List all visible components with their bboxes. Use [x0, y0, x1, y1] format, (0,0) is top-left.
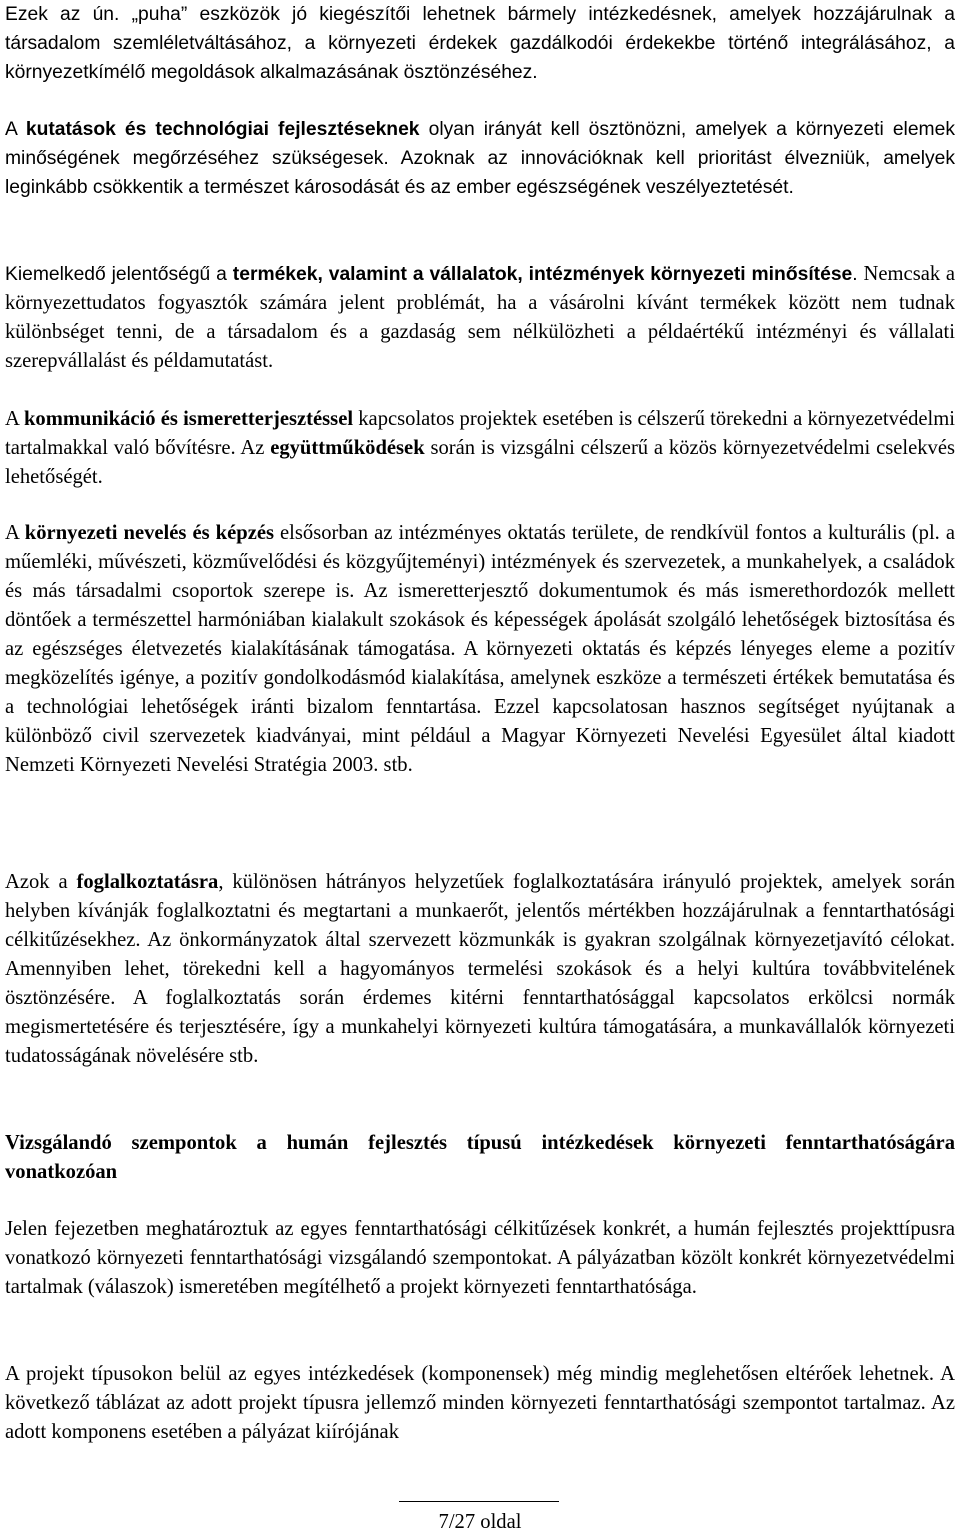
paragraph-6 [5, 868, 955, 1071]
paragraph-2-text-1: A [5, 119, 26, 140]
paragraph-6-text-1: Azok a [5, 871, 77, 893]
paragraph-6-bold-term: foglalkoztatásra [76, 871, 219, 893]
paragraph-4-bold-term-2: együttműködések [270, 437, 425, 459]
paragraph-4-bold-term-1: kommunikáció és ismeretterjesztéssel [23, 408, 354, 430]
paragraph-5 [5, 519, 955, 780]
page-number: 7/27 oldal [438, 1511, 522, 1533]
section-heading [5, 1129, 955, 1187]
paragraph-2-text-2: olyan irányát kell ösztönözni, amelyek a környezeti elemek minőségének megőrzéséhez szükségesek. Azoknak az innovációknak kell prioritást élvezniük, amelyek leginkább csökkentik a természet károsodását és az ember egészségének veszélyeztetését. [5, 119, 955, 198]
section-heading-text: Vizsgálandó szempontok a humán fejlesztés típusú intézkedések környezeti fenntarthatóságára vonatkozóan [5, 1132, 955, 1183]
paragraph-4 [5, 405, 955, 492]
paragraph-3 [5, 260, 955, 376]
paragraph-2 [5, 115, 955, 202]
paragraph-3-bold-term: termékek, valamint a vállalatok, intézmények környezeti minősítése [232, 264, 853, 285]
paragraph-5-text-1: A [5, 522, 25, 544]
paragraph-5-text-2: elsősorban az intézményes oktatás területe, de rendkívül fontos a kulturális (pl. a műemléki, művészeti, közművelődési és közgyűjteményi) intézmények és szervezetek, a munkahelyek, a családok és más társadalmi csoportok szerepe is. Az ismeretterjesztő dokumentumok és más ismerethordozók mellett döntőek a természettel harmóniában kialakult szokások és képességek ápolását szolgáló lehetőségek biztosítása és az egészséges életvezetés kialakításának támogatása. A környezeti oktatás és képzés lényeges eleme a pozitív megközelítés igénye, a pozitív gondolkodásmód kialakítása, amelynek eszköze a természeti értékek bemutatása és a technológiai lehetőségek iránti bizalom fenntartása. Ezzel kapcsolatosan hasznos segítséget nyújtanak a különböző civil szervezetek kiadványai, mint például a Magyar Környezeti Nevelési Egyesület által kiadott Nemzeti Környezeti Nevelési Stratégia 2003. stb. [5, 522, 955, 776]
paragraph-9 [5, 1360, 955, 1447]
footer-divider [399, 1501, 559, 1502]
paragraph-3-text-2: . [852, 264, 864, 285]
paragraph-1 [5, 0, 955, 87]
paragraph-4-text-1: A [5, 408, 24, 430]
paragraph-1-text: Ezek az ún. „puha” eszközök jó kiegészítői lehetnek bármely intézkedésnek, amelyek hozzájárulnak a társadalom szemléletváltásához, a környezeti érdekek gazdálkodói érdekekbe történő integrálásához, a környezetkímélő megoldások alkalmazásának ösztönzéséhez. [5, 4, 955, 83]
paragraph-2-bold-term: kutatások és technológiai fejlesztéseknek [25, 119, 420, 140]
paragraph-9-text: A projekt típusokon belül az egyes intézkedések (komponensek) még mindig meglehetősen eltérőek lehetnek. A következő táblázat az adott projekt típusra jellemző minden környezeti fenntarthatósági szempontot tartalmaz. Az adott komponens esetében a pályázat kiírójának [5, 1363, 955, 1443]
paragraph-4-text-3: során is vizsgálni célszerű a közös környezetvédelmi cselekvés lehetőségét. [5, 437, 956, 488]
paragraph-8 [5, 1215, 955, 1302]
paragraph-3-text-1: Kiemelkedő jelentőségű a [5, 264, 233, 285]
paragraph-5-bold-term: környezeti nevelés és képzés [24, 522, 274, 544]
paragraph-3-text-3: Nemcsak a környezettudatos fogyasztók számára jelent problémát, ha a vásárolni kívánt termékek között nem tudnak különbséget tenni, de a társadalom és a gazdaság sem nélkülözheti a példaértékű intézményi és vállalati szerepvállalást és példamutatást. [5, 263, 955, 372]
paragraph-8-text: Jelen fejezetben meghatároztuk az egyes fenntarthatósági célkitűzések konkrét, a humán fejlesztés projekttípusra vonatkozó környezeti fenntarthatósági vizsgálandó szempontokat. A pályázatban közölt konkrét környezetvédelmi tartalmak (válaszok) ismeretében megítélhető a projekt környezeti fenntarthatósága. [5, 1218, 955, 1298]
paragraph-4-text-2: kapcsolatos projektek esetében is célszerű törekedni a környezetvédelmi tartalmakkal való bővítésre. Az [5, 408, 955, 459]
paragraph-6-text-2: , különösen hátrányos helyzetűek foglalkoztatására irányuló projektek, amelyek során helyben kívánják foglalkoztatni és megtartani a munkaerőt, jelentős mértékben hozzájárulnak a fenntarthatósági célkitűzésekhez. Az önkormányzatok által szervezett közmunkák is gyakran szolgálnak környezetjavító célokat. Amennyiben lehet, törekedni kell a hagyományos termelési szokások és a helyi kultúra továbbvitelének ösztönzésére. A foglalkoztatás során érdemes kitérni fenntarthatósággal kapcsolatos erkölcsi normák megismertetésére és terjesztésére, így a munkahelyi környezeti kultúra támogatására, a munkavállalók környezeti tudatosságának növelésére stb. [5, 871, 956, 1067]
